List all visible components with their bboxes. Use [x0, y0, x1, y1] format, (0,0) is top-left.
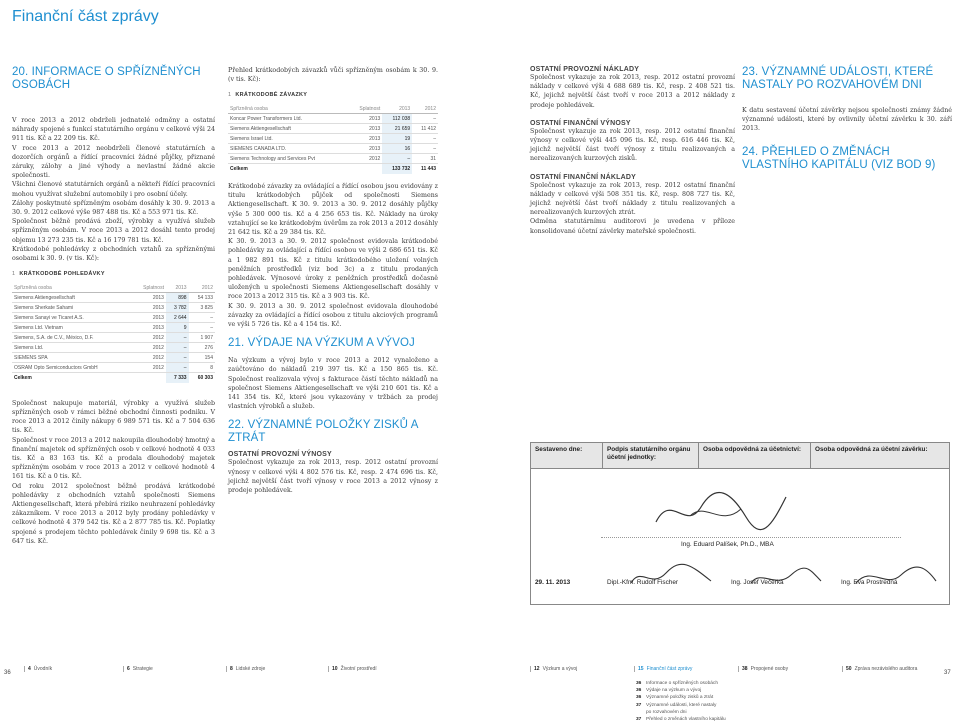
cell: Siemens Technology and Services Pvt — [228, 154, 349, 164]
cell: 9 — [166, 323, 189, 333]
cell: – — [166, 363, 189, 373]
cell: 2012 — [132, 353, 166, 363]
cell — [349, 164, 383, 174]
cell: – — [412, 144, 438, 154]
cell: – — [166, 333, 189, 343]
nav-number: 15 — [638, 666, 644, 672]
sublist-label: Významné položky zisků a ztrát — [646, 695, 714, 701]
table-row — [12, 343, 215, 353]
cell: 133 732 — [382, 164, 412, 174]
cell: 11 443 — [420, 166, 436, 173]
paragraph: Společnost běžně prodává zboží, výrobky a využívá služeb spřízněným osobám. V roce 2013 a 2012 dosáhl tento prodej objemu 13 273 235 tis. Kč a 16 179 781 tis. Kč. — [12, 218, 215, 244]
nav-number: 8 — [230, 666, 233, 672]
cell: Koncar Power Transformers Ltd. — [228, 114, 349, 124]
table-row — [228, 114, 438, 124]
signatory-name-3: Ing. Josef Večerka — [731, 579, 784, 586]
section-heading-20: 20. INFORMACE O SPŘÍZNĚNÝCH OSOBÁCH — [12, 66, 201, 91]
cell: 31 — [412, 154, 438, 164]
table-number: 1 — [228, 92, 232, 99]
paragraph: Společnost v roce 2013 a 2012 nakoupila dlouhodobý hmotný a finanční majetek od spřízněných osob v celkové hodnotě 4 033 tis. Kč a 83 163 tis. Kč a prodala dlouhodobý majetek spřízněným osobám v roce 2013 a 2012 v celkové hodnotě 4 161 tis. Kč a 0 tis. Kč. — [12, 436, 215, 481]
cell: 2013 — [349, 134, 383, 144]
footer-nav-item[interactable] — [123, 666, 153, 672]
cell: 154 — [189, 353, 215, 363]
paragraph: Společnost vykazuje za rok 2013, resp. 2012 ostatní finanční výnosy v celkové výši 445 096 tis. Kč, resp. 616 446 tis. Kč, jejichž největší část tvoří výnosy z titulu realizovaných a nerealizovaných kurzových zisků. — [530, 127, 735, 163]
table-row — [12, 303, 215, 313]
paragraph: Společnost vykazuje za rok 2013, resp. 2012 ostatní finanční náklady v celkové výši 508 351 tis. Kč, resp. 808 727 tis. Kč, jejichž největší část tvoří náklady z titulu realizovaných a nerealizovaných kurzových ztrát. — [530, 181, 735, 217]
footer-nav-item[interactable] — [24, 666, 52, 672]
sublist-item[interactable] — [636, 687, 726, 694]
paragraph: Přehled krátkodobých závazků vůči spřízněným osobám k 30. 9. (v tis. Kč): — [228, 67, 438, 84]
signature-scribble-2 — [626, 561, 716, 593]
cell: 19 — [382, 134, 412, 144]
sublist-item[interactable] — [636, 680, 726, 687]
cell: Siemens Aktiengesellschaft — [12, 293, 132, 303]
nav-label: Životní prostředí — [340, 666, 377, 672]
paragraph: Na výzkum a vývoj bylo v roce 2013 a 2012 vynaloženo a zaúčtováno do nákladů 219 397 tis. Kč a 150 865 tis. Kč. Společnost realizovala vývoj s fakturace částí těchto nákladů na společnost Siemens Aktiengesellschaft ve výši 210 601 tis. Kč a 141 354 tis. Kč, které jsou vykazovány v tržbách za prodej vlastních výrobků a služeb. — [228, 357, 438, 411]
cell: – — [166, 343, 189, 353]
nav-label: Výzkum a vývoj — [542, 666, 578, 672]
cell: – — [189, 313, 215, 323]
table-row — [12, 323, 215, 333]
table-row — [12, 293, 215, 303]
section-heading-21: 21. VÝDAJE NA VÝZKUM A VÝVOJ — [228, 337, 415, 350]
cell: – — [382, 154, 412, 164]
signature-line — [601, 537, 901, 538]
paragraph: V roce 2013 a 2012 neobdrželi členové statutárních a dozorčích orgánů a řídící pracovníci žádné půjčky, přiznané záruky, zálohy a jiné výhody a nevlastní žádné akcie společnosti. — [12, 144, 215, 180]
cell: 2012 — [132, 363, 166, 373]
column-3 — [530, 66, 735, 236]
cell: 2012 — [132, 343, 166, 353]
col-header: 2012 — [412, 104, 438, 114]
nav-label: Finanční část zprávy — [646, 666, 693, 672]
page-footer — [0, 660, 960, 728]
cell: OSRAM Opto Semiconductors GmbH — [12, 363, 132, 373]
signature-header — [531, 443, 949, 469]
footer-nav-item[interactable] — [328, 666, 377, 672]
nav-number: 38 — [742, 666, 748, 672]
cell: 2013 — [132, 303, 166, 313]
paragraph: K datu sestavení účetní závěrky nejsou společnosti známy žádné významné události, které by ovlivnily účetní závěrku k 30. září 2013. — [742, 107, 952, 133]
cell: 11 412 — [412, 124, 438, 134]
table-number: 1 — [12, 271, 16, 278]
cell: 1 907 — [189, 333, 215, 343]
col-header: 2013 — [166, 283, 189, 293]
table-row — [228, 134, 438, 144]
nav-number: 6 — [127, 666, 130, 672]
col-header: 2012 — [189, 283, 215, 293]
cell: 2013 — [349, 144, 383, 154]
table-title-text: KRÁTKODOBÉ ZÁVAZKY — [235, 92, 308, 99]
table-total-row — [12, 373, 215, 383]
cell: 2 644 — [166, 313, 189, 323]
cell: 60 303 — [197, 375, 213, 381]
page-number-left: 36 — [4, 670, 11, 676]
col-header: 2013 — [382, 104, 412, 114]
cell: Siemens Ltd. — [12, 343, 132, 353]
paragraph: K 30. 9. 2013 a 30. 9. 2012 společnost evidovala dlouhodobé závazky za ovládající a řídící osobou z titulu akciových programů ve výši 5 726 tis. Kč a 4 154 tis. Kč. — [228, 302, 438, 328]
section-heading-24: 24. PŘEHLED O ZMĚNÁCH VLASTNÍHO KAPITÁLU (VIZ BOD 9) — [742, 145, 936, 171]
payables-table — [228, 104, 438, 174]
cell: 2013 — [132, 293, 166, 303]
paragraph: Od roku 2012 společnost běžně prodává krátkodobé pohledávky z obchodních vztahů společnosti Siemens Aktiengesellschaft, která přebírá riziko neuhrazení pohledávky zákazníkem. V roce 2013 a 2012 byly prodány pohledávky v celkové hodnotě 4 379 542 tis. Kč a 2 877 785 tis. Kč. Poplatky spojené s prodejem těchto pohledávek činily 9 698 tis. Kč a 3 647 tis. Kč. — [12, 482, 215, 545]
col-header: Spřízněná osoba — [228, 104, 349, 114]
cell: 3 782 — [166, 303, 189, 313]
sublist-item[interactable] — [636, 702, 726, 709]
nav-number: 12 — [534, 666, 540, 672]
section-heading-23: 23. VÝZNAMNÉ UDÁLOSTI, KTERÉ NASTALY PO ROZVAHOVÉM DNI — [742, 66, 934, 91]
table-title — [228, 92, 438, 98]
cell: – — [412, 134, 438, 144]
signature-header-accounting: Osoba odpovědná za účetnictví: — [699, 443, 811, 468]
nav-label: Strategie — [132, 666, 153, 672]
cell: Celkem — [230, 166, 248, 173]
cell: 2013 — [349, 124, 383, 134]
table-title-text: KRÁTKODOBÉ POHLEDÁVKY — [19, 271, 105, 278]
footer-nav-item[interactable] — [530, 666, 577, 672]
subheading: OSTATNÍ FINANČNÍ NÁKLADY — [530, 173, 637, 181]
sublist-number: 36 — [636, 688, 642, 694]
column-4 — [742, 66, 952, 172]
receivables-table — [12, 283, 215, 383]
signature-box — [530, 442, 950, 605]
paragraph: V roce 2013 a 2012 obdrželi jednatelé odměny a ostatní náhrady spojené s funkcí statutárního orgánu v celkové výši 24 911 tis. Kč a 22 209 tis. Kč. — [12, 117, 215, 143]
paragraph: Společnost vykazuje za rok 2013, resp. 2012 ostatní provozní náklady v celkové výši 4 688 689 tis. Kč, resp. 2 408 521 tis. Kč, jejichž největší část tvoří v roce 2013 a 2012 náklady z prodeje pohledávek. — [530, 74, 735, 109]
cell: 54 133 — [189, 293, 215, 303]
nav-label: Lidské zdroje — [235, 666, 266, 672]
cell: – — [166, 353, 189, 363]
cell — [132, 373, 166, 383]
table-title — [12, 271, 215, 277]
footer-nav-item[interactable] — [842, 666, 917, 672]
sublist-label: po rozvahovém dni — [646, 709, 687, 715]
cell: Siemens, S.A. de C.V., México, D.F. — [12, 333, 132, 343]
cell: 276 — [189, 343, 215, 353]
paragraph: Všichni členové statutárních orgánů a někteří řídící pracovníci mohou využívat služební automobily i pro osobní účely. — [12, 181, 215, 198]
paragraph: K 30. 9. 2013 a 30. 9. 2012 společnost evidovala krátkodobé pohledávky za ovládající a řídící osobou ve výši 2 686 651 tis. Kč a 1 982 891 tis. Kč z titulu krátkodobého uložení volných peněžních prostředků (viz bod 3c) a z titulu prodaných pohledávek. Výnosové úroky z peněžních prostředků dočasně uložených u společnosti Siemens Aktiengesellschaft dosáhly v roce 2013 a 2012 315 tis. Kč a 3 903 tis. Kč. — [228, 238, 438, 301]
signature-header-statutory: Podpis statutárního orgánu účetní jednotky: — [603, 443, 699, 468]
footer-nav-item[interactable] — [738, 666, 788, 672]
signature-header-date: Sestaveno dne: — [531, 443, 603, 468]
nav-number: 10 — [332, 666, 338, 672]
cell: 16 — [382, 144, 412, 154]
col-header: Splatnost — [132, 283, 166, 293]
sublist-label: Informace o spřízněných osobách — [646, 681, 718, 686]
table-row — [228, 144, 438, 154]
cell: – — [189, 323, 215, 333]
table-row — [12, 313, 215, 323]
paragraph: Společnost nakupuje materiál, výrobky a využívá služeb spřízněných osob v rámci běžné obchodní činnosti podniku. V roce 2013 a 2012 činily nákupy 6 989 571 tis. Kč a 7 504 636 tis. Kč. — [12, 399, 215, 435]
nav-label: Propojené osoby — [750, 666, 789, 672]
cell: – — [412, 114, 438, 124]
cell: 21 659 — [382, 124, 412, 134]
sublist-item[interactable] — [636, 694, 726, 701]
cell: SIEMENS SPA — [12, 353, 132, 363]
cell: Celkem — [14, 375, 32, 381]
cell: 2013 — [349, 114, 383, 124]
table-row — [12, 333, 215, 343]
signatory-name-1: Ing. Eduard Palíšek, Ph.D., MBA — [681, 541, 774, 548]
sublist-number: 37 — [636, 702, 642, 708]
signature-header-statements: Osoba odpovědná za účetní závěrku: — [815, 446, 928, 453]
table-row — [12, 353, 215, 363]
signatory-name-2: Dipl.-Kfm. Rudolf Fischer — [607, 579, 679, 586]
cell: Siemens Sanayi ve Ticaret A.S. — [12, 313, 132, 323]
paragraph: Zálohy poskytnuté spřízněným osobám dosáhly k 30. 9. 2013 a 30. 9. 2012 celkové výše 987 488 tis. Kč a 553 971 tis. Kč. — [12, 199, 215, 217]
table-row — [12, 363, 215, 373]
table-total-row — [228, 164, 438, 174]
footer-sublist — [636, 680, 726, 723]
cell: 7 333 — [166, 373, 189, 383]
sublist-number: 36 — [636, 681, 642, 686]
column-1 — [12, 66, 215, 546]
signature-scribble-4 — [851, 563, 941, 593]
cell: 2012 — [349, 154, 383, 164]
cell: 8 — [189, 363, 215, 373]
cell: Siemens Israel Ltd. — [228, 134, 349, 144]
cell: 2012 — [132, 333, 166, 343]
cell: Siemens Aktiengesellschaft — [228, 124, 349, 134]
signature-body — [531, 469, 949, 604]
col-header: Spřízněná osoba — [12, 283, 132, 293]
paragraph: Odměna statutárnímu auditorovi je uvedena v příloze konsolidované účetní závěrky mateřské společnosti. — [530, 218, 735, 235]
sublist-item[interactable] — [636, 716, 726, 723]
nav-number: 4 — [28, 666, 31, 672]
column-2 — [228, 66, 438, 495]
cell: Siemens Ltd. Vietnam — [12, 323, 132, 333]
table-row — [228, 124, 438, 134]
col-header: Splatnost — [349, 104, 383, 114]
subheading: OSTATNÍ FINANČNÍ VÝNOSY — [530, 119, 631, 127]
cell: 2013 — [132, 323, 166, 333]
cell: 3 825 — [189, 303, 215, 313]
sublist-number: 37 — [636, 717, 642, 723]
sublist-item[interactable] — [636, 709, 726, 716]
subheading: OSTATNÍ PROVOZNÍ VÝNOSY — [228, 451, 332, 459]
signature-date: 29. 11. 2013 — [535, 579, 571, 586]
section-heading-22: 22. VÝZNAMNÉ POLOŽKY ZISKŮ A ZTRÁT — [228, 419, 418, 445]
signature-scribble-1 — [651, 487, 791, 537]
footer-nav-item-active[interactable] — [634, 666, 692, 672]
cell: 2013 — [132, 313, 166, 323]
sublist-label: Významné události, které nastaly — [646, 702, 717, 708]
cell: SIEMENS CANADA LTD. — [228, 144, 349, 154]
nav-label: Úvodník — [33, 666, 53, 672]
sublist-label: Přehled o změnách vlastního kapitálu — [646, 717, 726, 723]
paragraph: Krátkodobé pohledávky z obchodních vztahů za spřízněnými osobami k 30. 9. (v tis. Kč): — [12, 245, 215, 263]
signatory-name-4: Ing. Eva Prostredná — [841, 579, 898, 586]
table-row — [228, 154, 438, 164]
sublist-label: Výdaje na výzkum a vývoj — [646, 688, 702, 694]
paragraph: Krátkodobé závazky za ovládající a řídící osobou jsou evidovány z titulu krátkodobých půjček od společnosti Siemens Aktiengesellschaft. K 30. 9. 2013 a 30. 9. 2012 dosáhly půjčky výše 5 300 000 tis. Kč a 4 256 653 tis. Kč. Náklady na úroky vztahující se ke krátkodobým úvěrům za rok 2013 a 2012 dosáhly 21 642 tis. Kč a 29 384 tis. Kč. — [228, 182, 438, 236]
nav-number: 50 — [846, 666, 852, 672]
page-number-right: 37 — [944, 670, 951, 676]
page-title: Finanční část zprávy — [12, 8, 159, 25]
cell: 112 038 — [382, 114, 412, 124]
cell: 898 — [166, 293, 189, 303]
cell: Siemens Sherkate Sahami — [12, 303, 132, 313]
paragraph: Společnost vykazuje za rok 2013, resp. 2012 ostatní provozní výnosy v celkové výši 4 802 576 tis. Kč, resp. 2 474 696 tis. Kč, jejichž největší část tvoří výnosy v roce 2013 a 2012 výnosy z prodeje pohledávek. — [228, 459, 438, 494]
footer-nav-item[interactable] — [226, 666, 265, 672]
subheading: OSTATNÍ PROVOZNÍ NÁKLADY — [530, 66, 640, 73]
sublist-number: 36 — [636, 695, 642, 701]
nav-label: Zpráva nezávislého auditora — [854, 666, 918, 672]
